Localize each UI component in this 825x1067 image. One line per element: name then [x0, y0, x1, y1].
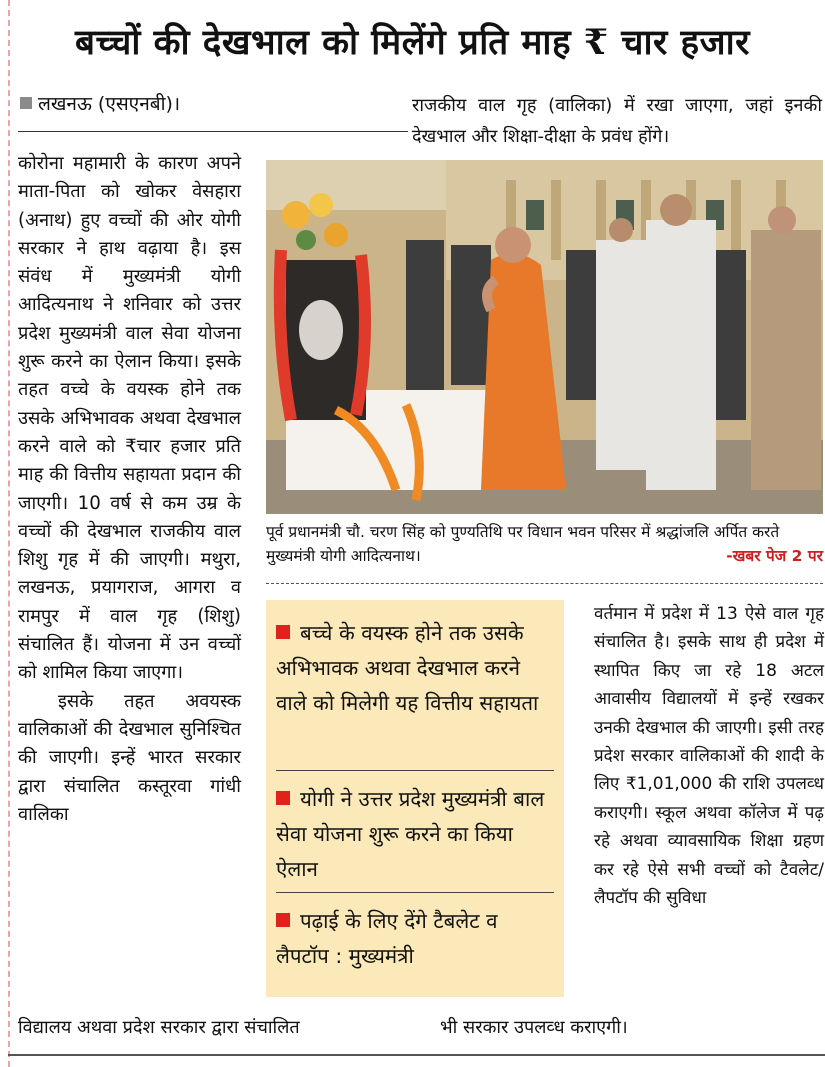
- highlight-item: योगी ने उत्तर प्रदेश मुख्यमंत्री बाल सेवा योजना शुरू करने का किया ऐलान: [276, 787, 545, 881]
- highlight-box: [266, 600, 564, 997]
- red-square-bullet-icon: [276, 791, 290, 805]
- caption-text: पूर्व प्रधानमंत्री चौ. चरण सिंह को पुण्यतिथि पर विधान भवन परिसर में श्रद्धांजलि अर्पित करते मुख्यमंत्री योगी आदित्यनाथ।: [266, 523, 780, 565]
- continued-on-page-link[interactable]: -खबर पेज 2 पर: [726, 547, 823, 565]
- highlight-item: बच्चे के वयस्क होने तक उसके अभिभावक अथवा देखभाल करने वाले को मिलेगी यह वित्तीय सहायता: [276, 621, 539, 715]
- photo-caption: [266, 520, 823, 568]
- highlight-item: पढ़ाई के लिए देंगे टैबलेट व लैपटॉप : मुख्यमंत्री: [276, 909, 498, 968]
- dateline-text: लखनऊ (एसएनबी)।: [38, 93, 181, 115]
- red-square-bullet-icon: [276, 913, 290, 927]
- article-column-3: वर्तमान में प्रदेश में 13 ऐसे वाल गृह संचालित है। इसके साथ ही प्रदेश में स्थापित किए जा रहे 18 अटल आवासीय विद्यालयों में इन्हें रखकर उनकी देखभाल की जाएगी। इसी तरह प्रदेश सरकार वालिकाओं की शादी के लिए ₹1,01,000 की राशि उपलव्ध कराएगी। स्कूल अथवा कॉलेज में पढ़ रहे अथवा व्यावसायिक शिक्षा ग्रहण कर रहे ऐसे सभी वच्चों को टैवलेट/लैपटॉप की सुविधा: [594, 604, 824, 909]
- article-column-1: [18, 150, 241, 829]
- highlight-separator: [276, 892, 554, 893]
- dateline: [20, 90, 180, 116]
- caption-rule: [266, 583, 823, 584]
- paragraph-1: कोरोना महामारी के कारण अपने माता-पिता को खोकर वेसहारा (अनाथ) हुए वच्चों की ओर योगी सरकार ने हाथ वढ़ाया है। इस संवंध में मुख्यमंत्री योगी आदित्यनाथ ने शनिवार को उत्तर प्रदेश मुख्यमंत्री वाल सेवा योजना शुरू करने का ऐलान किया। इसके तहत वच्चे के वयस्क होने तक उसके अभिभावक अथवा देखभाल करने वाले को ₹चार हजार प्रति माह की वित्तीय सहायता प्रदान की जाएगी। 10 वर्ष से कम उम्र के वच्चों की देखभाल राजकीय वाल शिशु गृह में की जाएगी। मथुरा, लखनऊ, प्रयागराज, आगरा व रामपुर में वाल गृह (शिशु) संचालित हैं। योजना में उन वच्चों को शामिल किया जाएगा।: [18, 153, 241, 684]
- red-square-bullet-icon: [276, 625, 290, 639]
- paragraph-2: इसके तहत अवयस्क वालिकाओं की देखभाल सुनिश्चित की जाएगी। इन्हें भारत सरकार द्वारा संचालित कस्तूरवा गांधी वालिका: [18, 690, 241, 825]
- bottom-line-left: विद्यालय अथवा प्रदेश सरकार द्वारा संचालित: [18, 1017, 300, 1038]
- page-bottom-rule: [8, 1054, 825, 1056]
- bottom-line-right: भी सरकार उपलव्ध कराएगी।: [440, 1017, 628, 1038]
- square-bullet-icon: [20, 97, 32, 109]
- highlight-separator: [276, 770, 554, 771]
- top-right-continuation: राजकीय वाल गृह (वालिका) में रखा जाएगा, जहां इनकी देखभाल और शिक्षा-दीक्षा के प्रवंध होंगे।: [412, 95, 822, 147]
- headline: बच्चों की देखभाल को मिलेंगे प्रति माह ₹ चार हजार: [75, 22, 750, 63]
- dateline-rule: [18, 131, 408, 132]
- column-divider-left: [8, 0, 10, 1067]
- news-photo: [266, 160, 823, 514]
